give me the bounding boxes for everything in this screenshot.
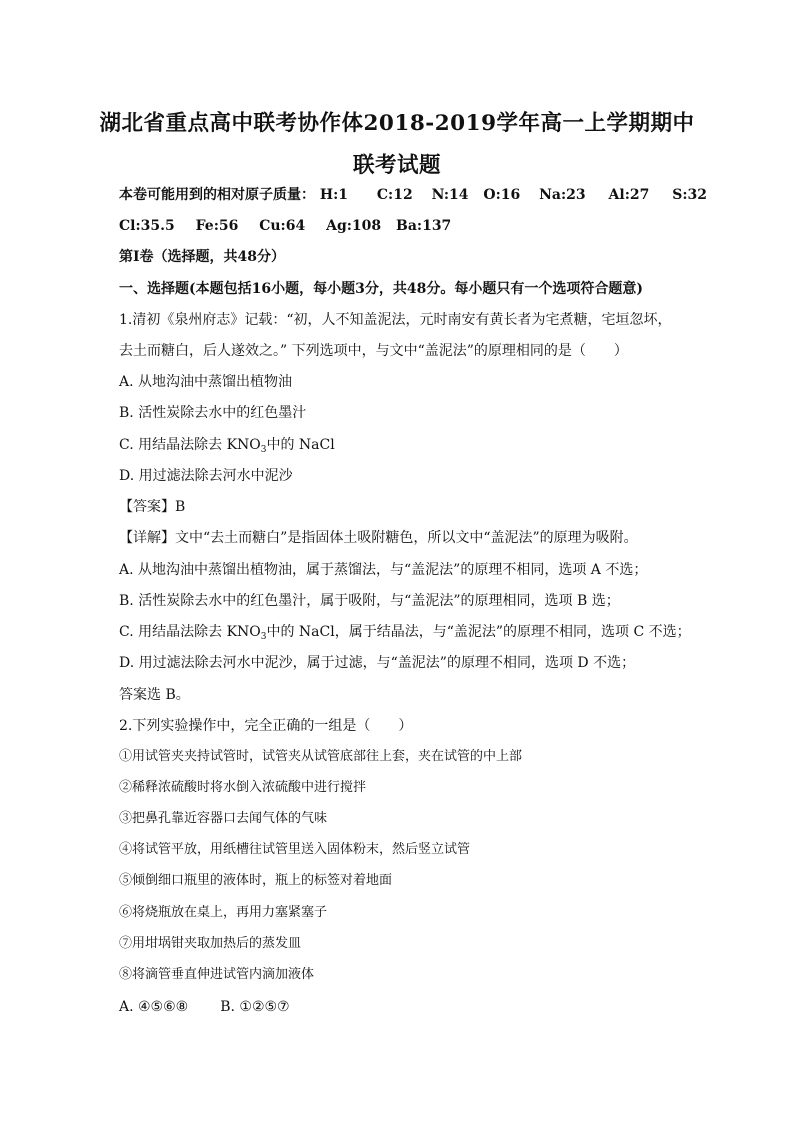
- atomic-mass-row2: [119, 217, 451, 235]
- q2-item-3: ③把鼻孔靠近容器口去闻气体的气味: [119, 811, 328, 826]
- q2-item-4: ④将试管平放，用纸槽往试管里送入固体粉末，然后竖立试管: [119, 842, 471, 857]
- atomic-mass-row1: [119, 186, 707, 204]
- q2-item-8: ⑧将滴管垂直伸进试管内滴加液体: [119, 967, 315, 982]
- atomic-mass-al: Al:27: [608, 187, 650, 203]
- q1-option-c-text: C. 用结晶法除去 KNO: [119, 437, 261, 453]
- atomic-mass-label: 本卷可能用到的相对原子质量：: [119, 187, 315, 203]
- q1-explain-label: 【详解】: [119, 530, 175, 546]
- q1-option-a: A. 从地沟油中蒸馏出植物油: [119, 374, 293, 390]
- q2-item-7: ⑦用坩埚钳夹取加热后的蒸发皿: [119, 936, 302, 951]
- q1-detail-c-subscript: 3: [260, 632, 267, 642]
- atomic-mass-ag: Ag:108: [326, 218, 382, 234]
- q2-stem: 2.下列实验操作中，完全正确的一组是（ ）: [119, 718, 413, 734]
- q1-option-b: B. 活性炭除去水中的红色墨汁: [119, 405, 307, 421]
- atomic-mass-o: O:16: [483, 187, 521, 203]
- q2-item-1: ①用试管夹夹持试管时，试管夹从试管底部往上套，夹在试管的中上部: [119, 749, 523, 764]
- atomic-mass-n: N:14: [431, 187, 469, 203]
- atomic-mass-na: Na:23: [539, 187, 586, 203]
- q1-explanation: [119, 529, 638, 547]
- atomic-mass-cl: Cl:35.5: [119, 218, 175, 234]
- q2-option-b: B. ①②⑤⑦: [220, 999, 290, 1015]
- q2-option-a: A. ④⑤⑥⑧: [119, 999, 189, 1015]
- q1-option-c-tail: 中的 NaCl: [266, 437, 335, 453]
- q1-detail-d: D. 用过滤法除去河水中泥沙，属于过滤，与“盖泥法”的原理不相同，选项 D 不选；: [119, 655, 636, 671]
- doc-title-line2: 联考试题: [352, 153, 441, 178]
- q1-option-d: D. 用过滤法除去河水中泥沙: [119, 468, 293, 484]
- q1-detail-a: A. 从地沟油中蒸馏出植物油，属于蒸馏法，与“盖泥法”的原理不相同，选项 A 不选；: [119, 562, 648, 578]
- q1-conclusion: 答案选 B。: [119, 687, 190, 703]
- q1-explain-text: 文中“去土而糖白”是指固体土吸附糖色，所以文中“盖泥法”的原理为吸附。: [175, 530, 638, 546]
- atomic-mass-cu: Cu:64: [259, 218, 306, 234]
- q1-detail-c-text: C. 用结晶法除去 KNO: [119, 624, 261, 640]
- q2-item-2: ②稀释浓硫酸时将水倒入浓硫酸中进行搅拌: [119, 780, 367, 795]
- q1-option-c-subscript: 3: [260, 445, 267, 455]
- part-heading: 一、选择题(本题包括16小题，每小题3分，共48分。每小题只有一个选项符合题意): [119, 281, 643, 297]
- q1-option-c: [119, 436, 335, 459]
- atomic-mass-s: S:32: [672, 187, 708, 203]
- q1-stem-line2: 去土而糖白，后人遂效之。” 下列选项中，与文中“盖泥法”的原理相同的是（ ）: [119, 343, 628, 359]
- atomic-mass-ba: Ba:137: [396, 218, 452, 234]
- atomic-mass-fe: Fe:56: [195, 218, 239, 234]
- atomic-mass-c: C:12: [376, 187, 413, 203]
- q2-item-5: ⑤倾倒细口瓶里的液体时，瓶上的标签对着地面: [119, 873, 393, 888]
- q1-detail-c-tail: 中的 NaCl，属于结晶法，与“盖泥法”的原理不相同，选项 C 不选；: [266, 624, 691, 640]
- q1-detail-c: [119, 623, 691, 646]
- atomic-mass-h: H:1: [319, 187, 349, 203]
- doc-title-line1: 湖北省重点高中联考协作体2018-2019学年高一上学期期中: [99, 111, 695, 136]
- q1-answer: 【答案】B: [119, 499, 186, 515]
- q2-options: [119, 998, 290, 1016]
- q1-detail-b: B. 活性炭除去水中的红色墨汁，属于吸附，与“盖泥法”的原理相同，选项 B 选；: [119, 593, 620, 609]
- q1-stem-line1: 1.清初《泉州府志》记载：“初，人不知盖泥法，元时南安有黄长者为宅煮糖，宅垣忽坏，: [119, 312, 672, 328]
- q2-item-6: ⑥将烧瓶放在桌上，再用力塞紧塞子: [119, 905, 328, 920]
- section-heading: 第Ⅰ卷（选择题，共48分）: [119, 249, 286, 265]
